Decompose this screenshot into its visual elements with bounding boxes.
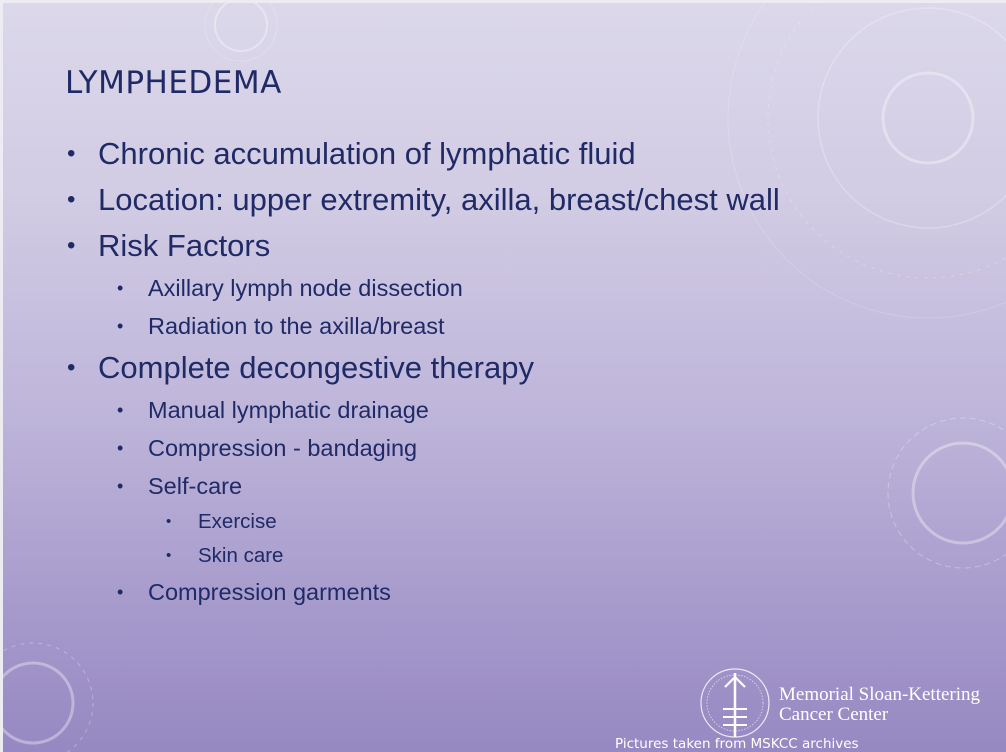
sub-bullet-item	[3, 573, 780, 611]
bullet-text: Location: upper extremity, axilla, breast/chest wall	[98, 182, 780, 217]
bullet-item	[3, 131, 780, 177]
bullet-text: Compression garments	[148, 579, 391, 605]
bullet-dot: •	[117, 476, 124, 496]
bullet-text: Axillary lymph node dissection	[148, 275, 463, 301]
sub-sub-bullet-item	[3, 505, 780, 539]
sub-sub-bullet-item	[3, 539, 780, 573]
logo-line-2: Cancer Center	[779, 704, 889, 725]
logo-line-1: Memorial Sloan-Kettering	[779, 684, 981, 705]
mskcc-seal-icon	[695, 665, 775, 743]
bullet-text: Exercise	[198, 510, 277, 533]
sub-bullet-item	[3, 467, 780, 505]
mskcc-logo	[695, 665, 995, 743]
bullet-dot: •	[117, 278, 124, 298]
bullet-text: Risk Factors	[98, 228, 271, 263]
bullet-item	[3, 345, 780, 391]
bullet-list	[3, 131, 780, 611]
bullet-dot: •	[67, 354, 76, 381]
bullet-dot: •	[117, 582, 124, 602]
bullet-dot: •	[166, 547, 172, 564]
sub-bullet-item	[3, 429, 780, 467]
slide-title: LYMPHEDEMA	[65, 65, 282, 101]
bullet-dot: •	[67, 140, 76, 167]
image-credit-caption: Pictures taken from MSKCC archives	[615, 736, 859, 752]
bullet-item	[3, 223, 780, 269]
bullet-dot: •	[117, 316, 124, 336]
bullet-item	[3, 177, 780, 223]
sub-bullet-item	[3, 269, 780, 307]
bullet-dot: •	[67, 186, 76, 213]
sub-bullet-item	[3, 307, 780, 345]
bullet-text: Chronic accumulation of lymphatic fluid	[98, 136, 636, 171]
bullet-dot: •	[117, 400, 124, 420]
sub-bullet-item	[3, 391, 780, 429]
bullet-text: Skin care	[198, 544, 284, 567]
bullet-text: Complete decongestive therapy	[98, 350, 534, 385]
logo-wordmark	[779, 685, 980, 725]
bullet-text: Compression - bandaging	[148, 435, 418, 461]
bullet-dot: •	[166, 513, 172, 530]
bullet-dot: •	[117, 438, 124, 458]
bullet-text: Manual lymphatic drainage	[148, 397, 429, 423]
bullet-dot: •	[67, 232, 76, 259]
bullet-text: Radiation to the axilla/breast	[148, 313, 445, 339]
bullet-text: Self-care	[148, 473, 243, 499]
